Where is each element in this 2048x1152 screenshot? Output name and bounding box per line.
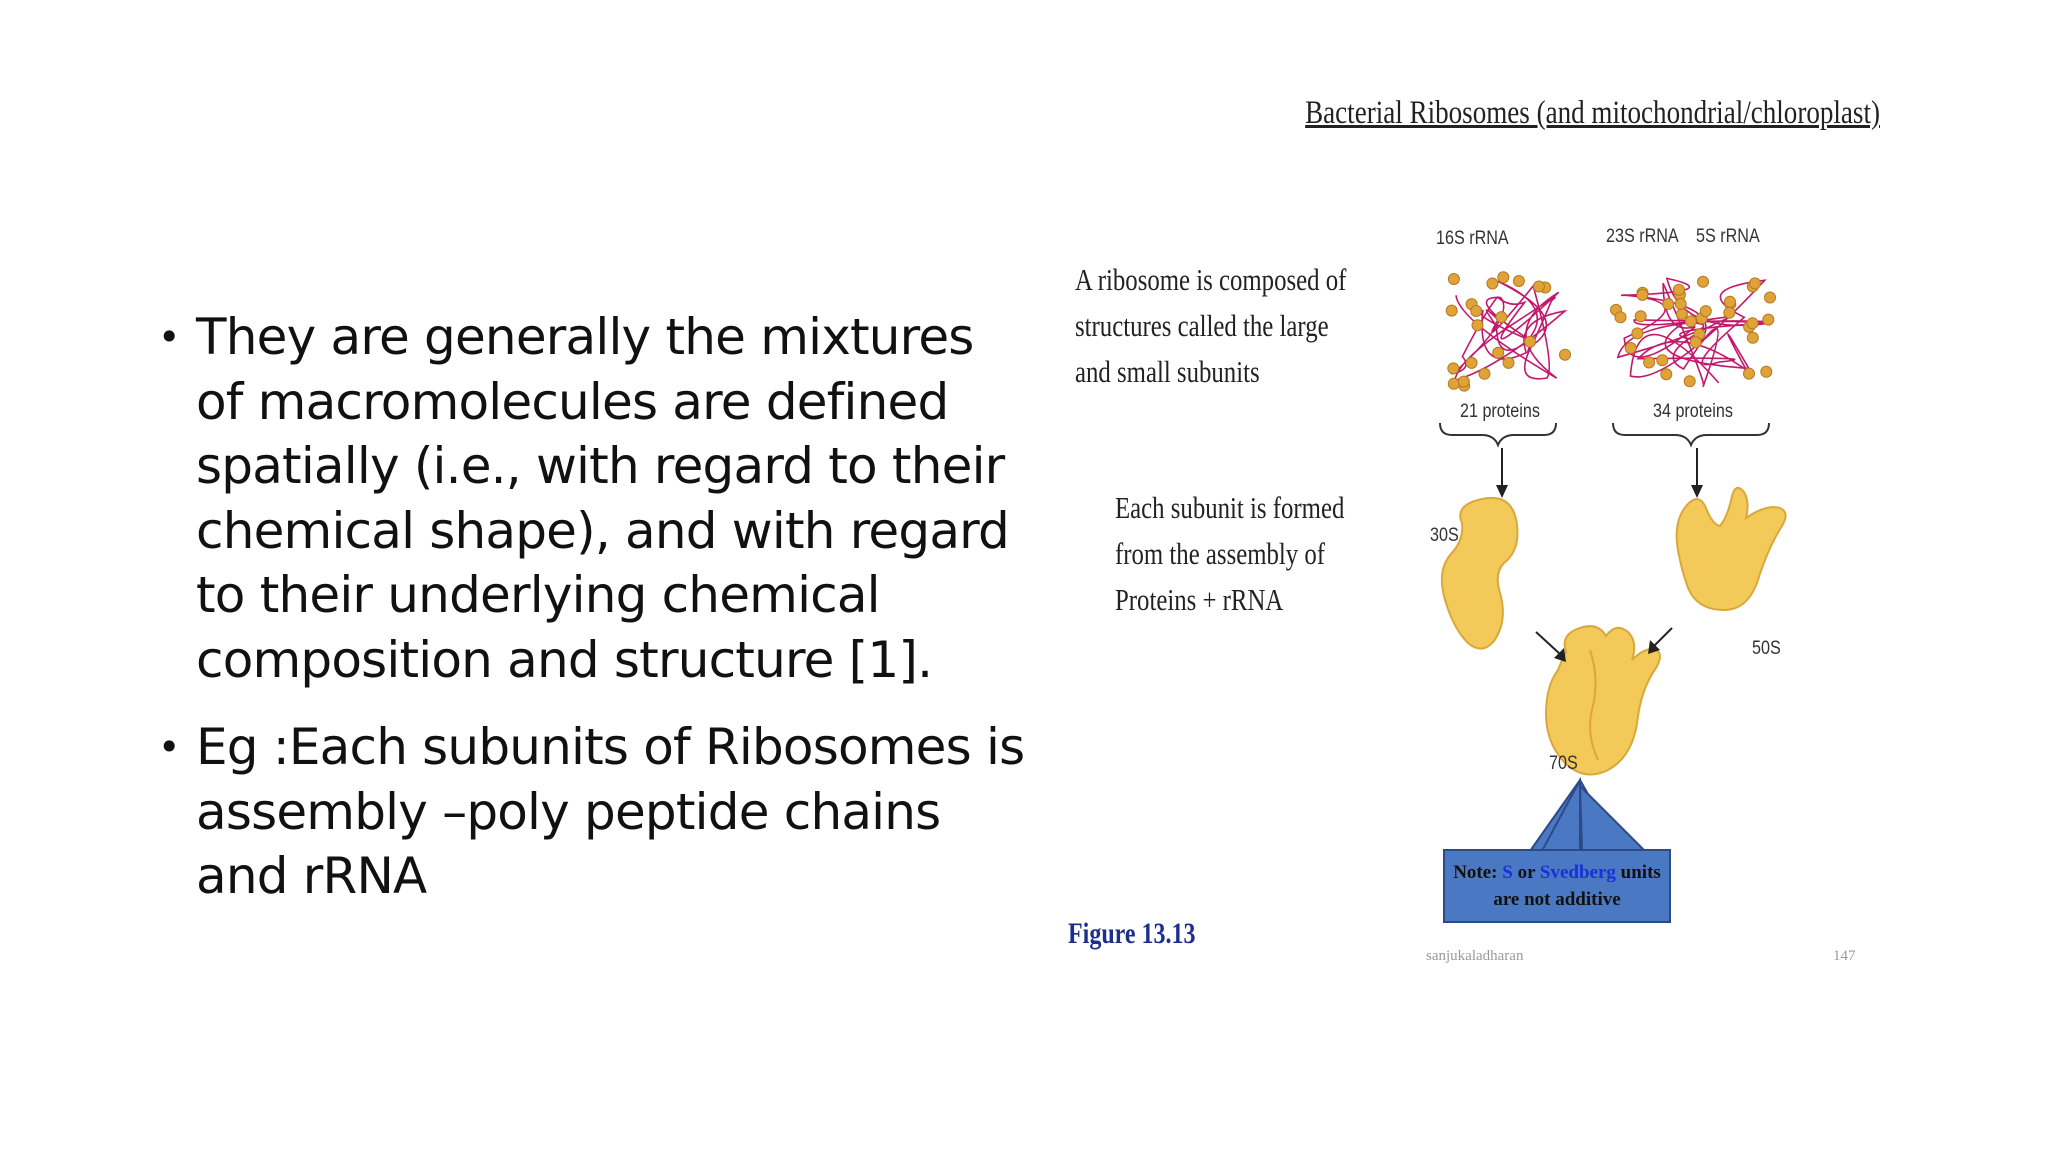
bullet-item-2 [150,715,1030,909]
bullet-item-1 [150,305,1030,692]
brace-large [1613,423,1769,445]
protein-dot [1725,296,1736,307]
figure-text-line: A ribosome is composed of [1075,262,1347,297]
figure-text-subunit [1115,485,1344,623]
protein-dot [1493,347,1504,358]
protein-dot [1750,278,1761,289]
protein-dot [1747,318,1758,329]
bullet-dot-icon: • [158,315,180,359]
note-box [1443,849,1671,923]
note-line-1 [1445,859,1669,886]
protein-dot [1747,332,1758,343]
protein-dot [1533,281,1544,292]
protein-dot [1496,312,1507,323]
protein-dot [1446,305,1457,316]
brace-small [1440,423,1556,445]
protein-dot [1448,363,1459,374]
protein-dot [1661,369,1672,380]
figure-caption: Figure 13.13 [1068,917,1196,950]
protein-dot [1700,306,1711,317]
protein-dot [1471,306,1482,317]
bullet-text-1: They are generally the mixtures of macromolecules are defined spatially (i.e., with regard to their chemical shape), and with regard to their underlying chemical composition and structure [1]. [196,308,1009,689]
subunit-30s-shape [1442,498,1518,649]
bullet-dot-icon: • [158,725,180,769]
label-21-proteins: 21 proteins [1460,401,1540,422]
protein-dot [1690,337,1701,348]
ribosome-figure [1060,60,1880,980]
protein-dot [1487,278,1498,289]
figure-text-line: and small subunits [1075,354,1260,389]
bullet-list [150,305,1030,932]
arrow-large-head [1691,485,1703,498]
bullet-text-2: Eg :Each subunits of Ribosomes is assembly –poly peptide chains and rRNA [196,718,1025,905]
protein-dot [1560,349,1571,360]
figure-text-line: from the assembly of [1115,536,1326,571]
protein-dot [1458,376,1469,387]
protein-dot [1615,312,1626,323]
figure-text-line: structures called the large [1075,308,1329,343]
protein-dot [1673,284,1684,295]
protein-dot [1525,336,1536,347]
protein-dot [1663,299,1674,310]
label-34-proteins: 34 proteins [1653,401,1733,422]
protein-dot [1479,368,1490,379]
note-or: or [1512,862,1540,883]
note-prefix: Note: [1453,862,1503,883]
protein-dot [1724,307,1735,318]
protein-dot [1744,368,1755,379]
note-s: S [1502,862,1513,883]
figure-page-number: 147 [1833,948,1856,964]
label-30s: 30S [1430,525,1459,546]
protein-dot [1448,378,1459,389]
large-subunit-cluster [1611,276,1776,386]
protein-dot [1763,314,1774,325]
figure-text-line: Each subunit is formed [1115,490,1345,525]
note-units: units [1615,862,1661,883]
subunit-50s-shape [1677,488,1786,610]
arrow-50s-to-70s [1654,628,1672,646]
protein-dot [1466,357,1477,368]
small-subunit-cluster [1446,272,1570,391]
protein-dot [1625,343,1636,354]
arrow-small-head [1496,485,1508,498]
arrow-30s-to-70s [1536,632,1560,654]
protein-dot [1761,366,1772,377]
protein-dot [1472,320,1483,331]
protein-dot [1676,309,1687,320]
protein-dot [1657,355,1668,366]
note-line-2: are not additive [1493,889,1621,910]
protein-dot [1448,274,1459,285]
label-70s: 70S [1549,753,1578,774]
note-svedberg: Svedberg [1539,862,1616,883]
protein-dot [1513,276,1524,287]
figure-title: Bacterial Ribosomes (and mitochondrial/chloroplast) [1305,95,1880,131]
protein-dot [1637,289,1648,300]
protein-dot [1675,298,1686,309]
protein-dot [1685,316,1696,327]
figure-text-line: Proteins + rRNA [1115,582,1284,617]
protein-dot [1765,292,1776,303]
label-23s-rrna: 23S rRNA [1606,226,1679,247]
figure-text-ribosome [1075,257,1346,395]
protein-dot [1644,357,1655,368]
protein-dot [1498,272,1509,283]
protein-dot [1635,311,1646,322]
protein-dot [1684,376,1695,387]
label-50s: 50S [1752,638,1781,659]
protein-dot [1632,328,1643,339]
protein-dot [1503,357,1514,368]
label-16s-rrna: 16S rRNA [1436,228,1509,249]
figure-watermark: sanjukaladharan [1426,948,1524,964]
protein-dot [1698,276,1709,287]
label-5s-rrna: 5S rRNA [1696,226,1760,247]
